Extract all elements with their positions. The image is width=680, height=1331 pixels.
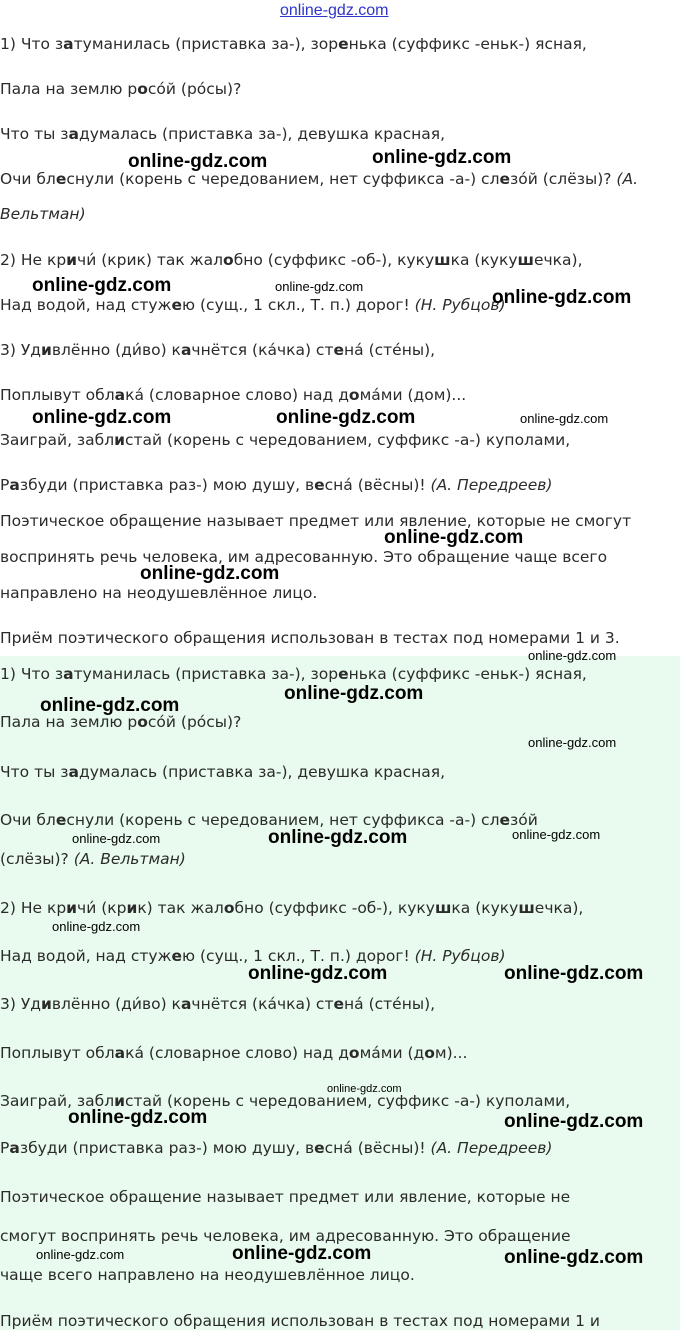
- text-line: 1) Что затуманилась (приставка за-), зоренька (суффикс -еньк-) ясная,: [0, 35, 587, 53]
- text-line: Поэтическое обращение называет предмет или явление, которые не: [0, 1188, 571, 1206]
- text-line: Над водой, над стужею (сущ., 1 скл., Т. п.) дорог! (Н. Рубцов): [0, 947, 506, 965]
- watermark: online-gdz.com: [40, 695, 180, 716]
- watermark: online-gdz.com: [372, 147, 512, 168]
- text-line: Разбуди (приставка раз-) мою душу, весна́ (вёсны)! (А. Передреев): [0, 1139, 553, 1157]
- text-line: Приём поэтического обращения использован в тестах под номерами 1 и: [0, 1312, 600, 1330]
- watermark: online-gdz.com: [32, 275, 172, 296]
- watermark: online-gdz.com: [72, 831, 161, 846]
- text-line: Поплывут облака́ (словарное слово) над дома́ми (дом)...: [0, 386, 467, 404]
- watermark: online-gdz.com: [32, 407, 172, 428]
- watermark: online-gdz.com: [512, 827, 601, 842]
- text-line: Поплывут облака́ (словарное слово) над дома́ми (дом)...: [0, 1044, 468, 1062]
- watermark: online-gdz.com: [528, 648, 617, 663]
- watermark: online-gdz.com: [52, 919, 141, 934]
- watermark: online-gdz.com: [232, 1243, 372, 1264]
- text-line: смогут воспринять речь человека, им адресованную. Это обращение: [0, 1227, 571, 1245]
- text-line: Очи блеснули (корень с чередованием, нет суффикса -а-) слезо́й (слёзы)? (А.: [0, 170, 638, 188]
- text-line: 3) Удивлённо (ди́во) качнётся (ка́чка) стена́ (сте́ны),: [0, 995, 436, 1013]
- watermark: online-gdz.com: [327, 1083, 402, 1095]
- text-line: Очи блеснули (корень с чередованием, нет суффикса -а-) слезо́й: [0, 811, 538, 829]
- text-line: направлено на неодушевлённое лицо.: [0, 584, 318, 602]
- text-line: Приём поэтического обращения использован в тестах под номерами 1 и 3.: [0, 629, 620, 647]
- text-line: 2) Не кричи́ (крик) так жалобно (суффикс -об-), кукушка (кукушечка),: [0, 251, 583, 269]
- text-line: чаще всего направлено на неодушевлённое лицо.: [0, 1266, 415, 1284]
- watermark: online-gdz.com: [384, 527, 524, 548]
- text-line: (слёзы)? (А. Вельтман): [0, 850, 186, 868]
- watermark: online-gdz.com: [504, 963, 644, 984]
- watermark: online-gdz.com: [504, 1111, 644, 1132]
- text-line: Пала на землю росо́й (ро́сы)?: [0, 713, 242, 731]
- watermark: online-gdz.com: [284, 683, 424, 704]
- text-line: Заиграй, заблистай (корень с чередованием, суффикс -а-) куполами,: [0, 431, 571, 449]
- watermark: online-gdz.com: [520, 411, 609, 426]
- text-line: Поэтическое обращение называет предмет или явление, которые не смогут: [0, 512, 632, 530]
- watermark: online-gdz.com: [275, 279, 364, 294]
- watermark: online-gdz.com: [140, 563, 280, 584]
- text-line: Разбуди (приставка раз-) мою душу, весна́ (вёсны)! (А. Передреев): [0, 476, 553, 494]
- text-line: 3) Удивлённо (ди́во) качнётся (ка́чка) стена́ (сте́ны),: [0, 341, 436, 359]
- text-line: воспринять речь человека, им адресованную. Это обращение чаще всего: [0, 548, 608, 566]
- text-line: Что ты задумалась (приставка за-), девушка красная,: [0, 125, 445, 143]
- watermark: online-gdz.com: [528, 735, 617, 750]
- answer-block-highlighted: [0, 648, 680, 1330]
- answer-block-plain: [0, 0, 680, 656]
- text-line: 1) Что затуманилась (приставка за-), зоренька (суффикс -еньк-) ясная,: [0, 665, 587, 683]
- site-header-link[interactable]: online-gdz.com: [280, 2, 389, 19]
- watermark: online-gdz.com: [128, 151, 268, 172]
- watermark: online-gdz.com: [504, 1247, 644, 1268]
- watermark: online-gdz.com: [268, 827, 408, 848]
- text-line: Вельтман): [0, 205, 86, 223]
- text-line: Заиграй, заблистай (корень с чередованием, суффикс -а-) куполами,: [0, 1092, 571, 1110]
- watermark: online-gdz.com: [68, 1107, 208, 1128]
- watermark: online-gdz.com: [248, 963, 388, 984]
- watermark: online-gdz.com: [276, 407, 416, 428]
- text-line: Что ты задумалась (приставка за-), девушка красная,: [0, 763, 445, 781]
- watermark: online-gdz.com: [36, 1247, 125, 1262]
- text-line: 2) Не кричи́ (крик) так жалобно (суффикс -об-), кукушка (кукушечка),: [0, 899, 584, 917]
- watermark: online-gdz.com: [492, 287, 632, 308]
- text-line: Пала на землю росо́й (ро́сы)?: [0, 80, 242, 98]
- text-line: Над водой, над стужею (сущ., 1 скл., Т. п.) дорог! (Н. Рубцов): [0, 296, 506, 314]
